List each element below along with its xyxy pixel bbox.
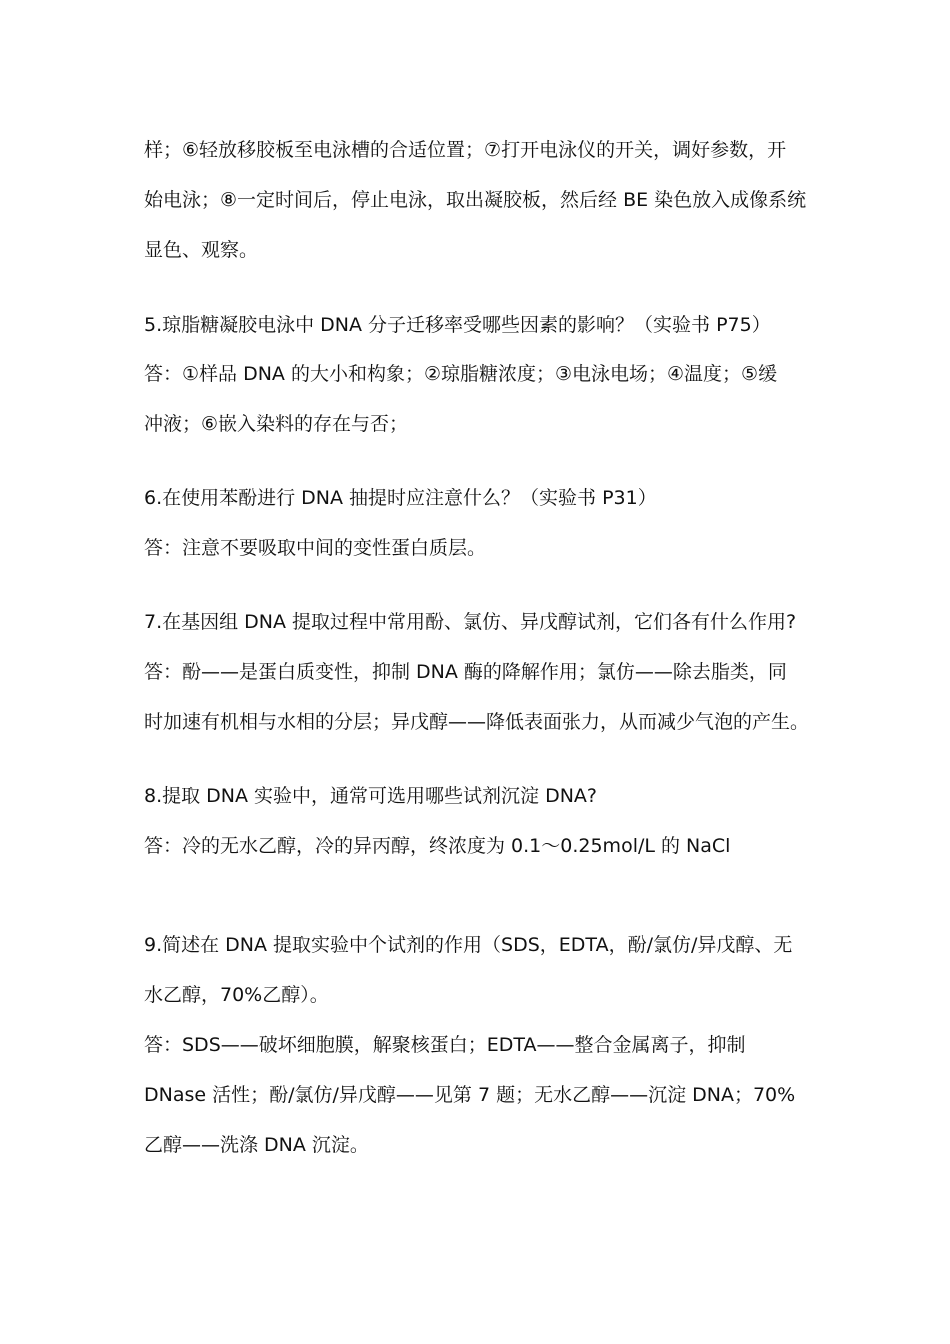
answer-6: 答：注意不要吸取中间的变性蛋白质层。: [144, 537, 487, 559]
text-line: 显色、观察。: [144, 239, 259, 261]
question-5: 5.琼脂糖凝胶电泳中 DNA 分子迁移率受哪些因素的影响？（实验书 P75）: [144, 314, 771, 336]
text-line: 始电泳；⑧一定时间后，停止电泳，取出凝胶板，然后经 BE 染色放入成像系统: [144, 189, 807, 211]
question-6: 6.在使用苯酚进行 DNA 抽提时应注意什么？（实验书 P31）: [144, 487, 657, 509]
question-9-line: 9.简述在 DNA 提取实验中个试剂的作用（SDS，EDTA，酚/氯仿/异戊醇、无: [144, 934, 793, 956]
answer-9-line: DNase 活性；酚/氯仿/异戊醇——见第 7 题；无水乙醇——沉淀 DNA；70%: [144, 1084, 796, 1106]
answer-5-line: 答：①样品 DNA 的大小和构象；②琼脂糖浓度；③电泳电场；④温度；⑤缓: [144, 363, 778, 385]
question-9-line: 水乙醇，70%乙醇）。: [144, 984, 329, 1006]
answer-5-line: 冲液；⑥嵌入染料的存在与否；: [144, 413, 409, 435]
answer-7-line: 时加速有机相与水相的分层；异戊醇——降低表面张力，从而减少气泡的产生。: [144, 711, 810, 733]
answer-9-line: 答：SDS——破坏细胞膜，解聚核蛋白；EDTA——整合金属离子，抑制: [144, 1034, 746, 1056]
answer-7-line: 答：酚——是蛋白质变性，抑制 DNA 酶的降解作用；氯仿——除去脂类，同: [144, 661, 787, 683]
question-8: 8.提取 DNA 实验中，通常可选用哪些试剂沉淀 DNA?: [144, 785, 598, 807]
question-7: 7.在基因组 DNA 提取过程中常用酚、氯仿、异戊醇试剂，它们各有什么作用?: [144, 611, 797, 633]
answer-8: 答：冷的无水乙醇，冷的异丙醇，终浓度为 0.1～0.25mol/L 的 NaCl: [144, 835, 731, 857]
text-line: 样；⑥轻放移胶板至电泳槽的合适位置；⑦打开电泳仪的开关，调好参数，开: [144, 139, 787, 161]
answer-9-line: 乙醇——洗涤 DNA 沉淀。: [144, 1134, 369, 1156]
